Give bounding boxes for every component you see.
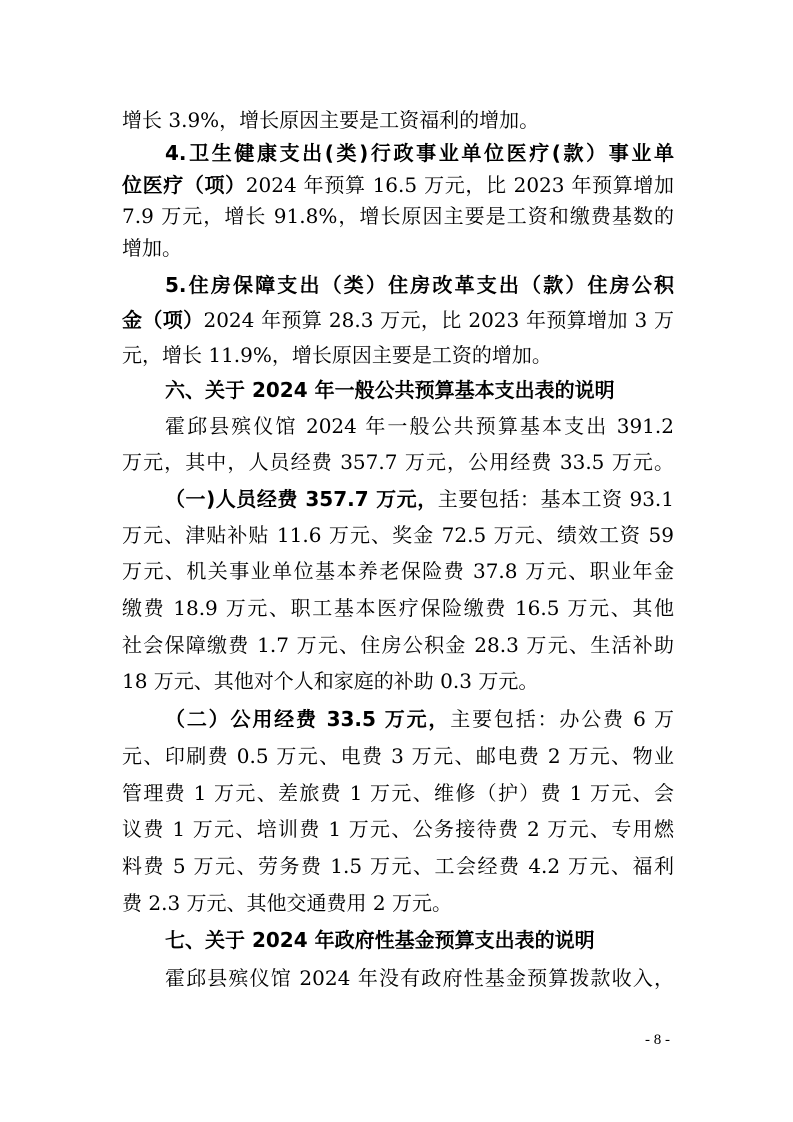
personnel-line1-text: 主要包括：基本工资 93.1 [437, 487, 675, 511]
personnel-heading: （一)人员经费 357.7 万元， [165, 487, 438, 511]
item5-line2-text: 2024 年预算 28.3 万元，比 2023 年预算增加 3 万 [203, 308, 674, 332]
public-line1 [165, 706, 674, 732]
item4-line2 [122, 172, 674, 198]
section6-intro-line2: 万元，其中，人员经费 357.7 万元，公用经费 33.5 万元。 [122, 450, 674, 474]
item5-line3: 元，增长 11.9%，增长原因主要是工资的增加。 [122, 343, 552, 367]
growth-reason-line: 增长 3.9%，增长原因主要是工资福利的增加。 [122, 108, 540, 132]
section6-intro-line1: 霍邱县殡仪馆 2024 年一般公共预算基本支出 391.2 [165, 414, 674, 438]
public-heading: （二）公用经费 33.5 万元， [165, 707, 451, 731]
item4-title-tail: 位医疗（项） [122, 173, 246, 197]
item4-line3: 7.9 万元，增长 91.8%，增长原因主要是工资和缴费基数的 [122, 204, 674, 228]
personnel-line3: 万元、机关事业单位基本养老保险费 37.8 万元、职业年金 [122, 559, 674, 583]
public-line1-text: 主要包括：办公费 6 万 [450, 707, 674, 731]
page-number: - 8 - [645, 1032, 670, 1048]
section7-line1: 霍邱县殡仪馆 2024 年没有政府性基金预算拨款收入， [165, 966, 674, 990]
item4-title-line: 4.卫生健康支出(类)行政事业单位医疗(款）事业单 [165, 141, 674, 165]
public-line4: 议费 1 万元、培训费 1 万元、公务接待费 2 万元、专用燃 [122, 817, 674, 841]
public-line5: 料费 5 万元、劳务费 1.5 万元、工会经费 4.2 万元、福利 [122, 854, 674, 878]
personnel-line2: 万元、津贴补贴 11.6 万元、奖金 72.5 万元、绩效工资 59 [122, 523, 674, 547]
item4-line4: 增加。 [122, 236, 182, 260]
personnel-line5: 社会保障缴费 1.7 万元、住房公积金 28.3 万元、生活补助 [122, 633, 674, 657]
section6-heading: 六、关于 2024 年一般公共预算基本支出表的说明 [165, 378, 615, 402]
section7-heading: 七、关于 2024 年政府性基金预算支出表的说明 [165, 928, 595, 952]
personnel-line1 [165, 486, 674, 512]
public-line6: 费 2.3 万元、其他交通费用 2 万元。 [122, 891, 452, 915]
item5-title-line: 5.住房保障支出（类）住房改革支出（款）住房公积 [165, 273, 674, 297]
item5-title-tail: 金（项） [122, 308, 204, 332]
item4-line2-text: 2024 年预算 16.5 万元，比 2023 年预算增加 [245, 173, 675, 197]
personnel-line4: 缴费 18.9 万元、职工基本医疗保险缴费 16.5 万元、其他 [122, 596, 674, 620]
item5-line2 [122, 307, 674, 333]
personnel-line6: 18 万元、其他对个人和家庭的补助 0.3 万元。 [122, 669, 539, 693]
public-line2: 元、印刷费 0.5 万元、电费 3 万元、邮电费 2 万元、物业 [122, 744, 674, 768]
public-line3: 管理费 1 万元、差旅费 1 万元、维修（护）费 1 万元、会 [122, 781, 674, 805]
